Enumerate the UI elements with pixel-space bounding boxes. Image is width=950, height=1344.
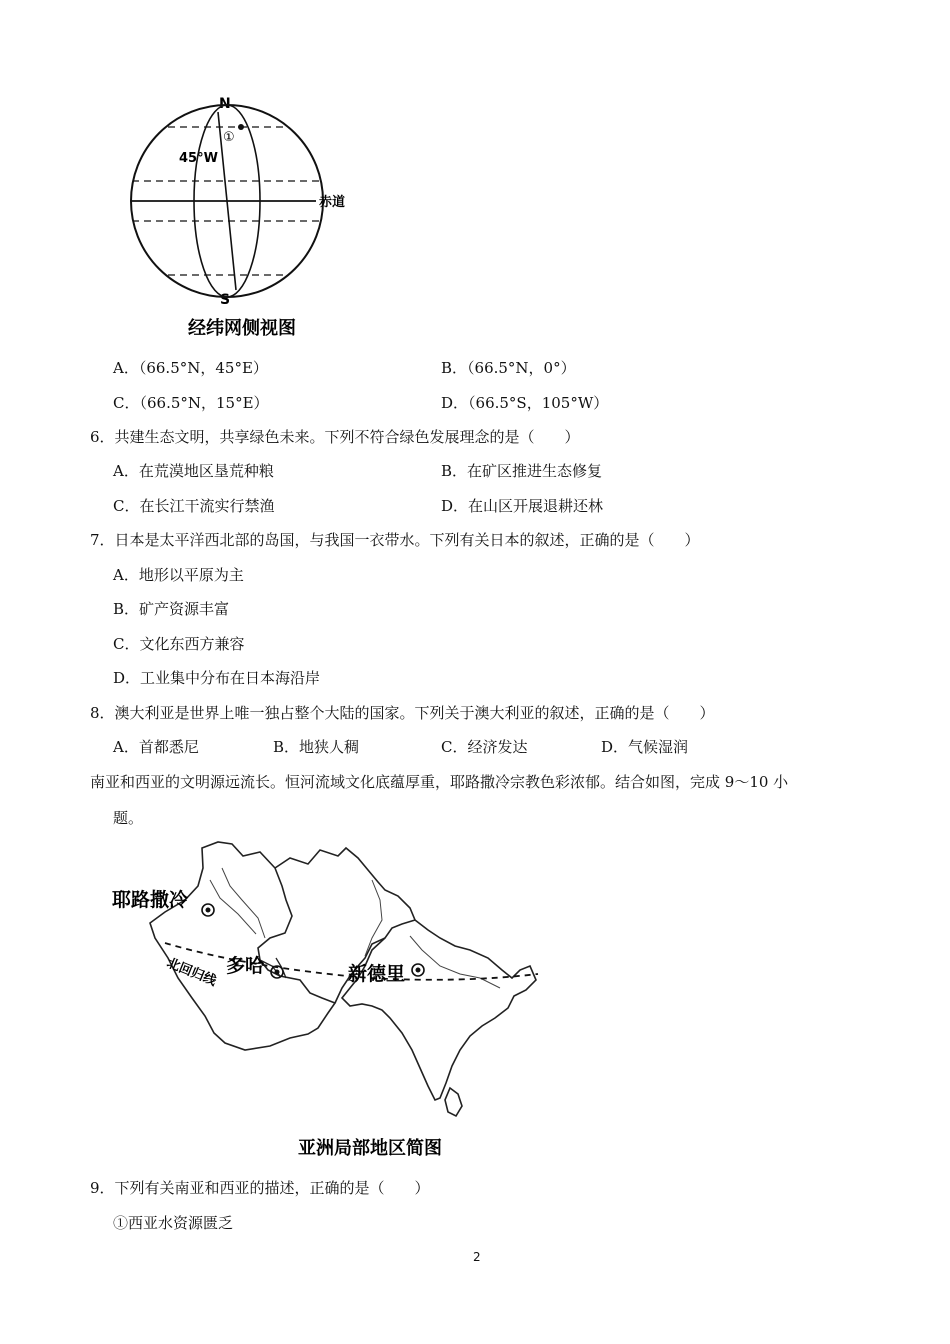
jerusalem-label: 耶路撒冷 (112, 889, 189, 911)
q8-stem: 8．澳大利亚是世界上唯一独占整个大陆的国家。下列关于澳大利亚的叙述，正确的是（ ） (90, 704, 715, 722)
meridian-label: 45°W (179, 151, 218, 166)
q8-option-a: A．首都悉尼 (113, 738, 199, 756)
point-label: ① (223, 130, 235, 145)
globe-north-label: N (219, 96, 231, 112)
intro-line-2: 题。 (113, 809, 144, 827)
q6-option-a: A．在荒漠地区垦荒种粮 (113, 462, 274, 480)
ganges-river (410, 936, 500, 988)
q6-option-d: D．在山区开展退耕还林 (441, 497, 604, 515)
doha-dot (275, 970, 280, 975)
map-figure (110, 838, 550, 1163)
q8-option-d: D．气候湿润 (601, 738, 689, 756)
q7-option-d: D．工业集中分布在日本海沿岸 (113, 669, 321, 687)
map-caption: 亚洲局部地区简图 (298, 1138, 442, 1159)
q6-option-c: C．在长江干流实行禁渔 (113, 497, 275, 515)
mesopotamia-rivers (210, 868, 265, 938)
q7-option-a: A．地形以平原为主 (113, 566, 244, 584)
jerusalem-dot (206, 908, 211, 913)
q7-stem: 7．日本是太平洋西北部的岛国，与我国一衣带水。下列有关日本的叙述，正确的是（ ） (90, 531, 700, 549)
indus-river (365, 880, 382, 956)
equator-label: 赤道 (319, 195, 346, 210)
page-number: 2 (473, 1250, 481, 1264)
q9-item-1: ①西亚水资源匮乏 (113, 1214, 234, 1232)
globe-south-label: S (220, 292, 231, 308)
q5-option-c: C．（66.5°N，15°E） (113, 394, 269, 412)
sri-lanka-outline (445, 1088, 462, 1116)
q7-option-b: B．矿产资源丰富 (113, 600, 230, 618)
q8-option-c: C．经济发达 (441, 738, 528, 756)
q6-option-b: B．在矿区推进生态修复 (441, 462, 603, 480)
intro-line-1: 南亚和西亚的文明源远流长。恒河流域文化底蕴厚重，耶路撒冷宗教色彩浓郁。结合如图，完成 9～10 小 (90, 773, 789, 791)
new-delhi-dot (416, 968, 421, 973)
q5-option-a: A．（66.5°N，45°E） (113, 359, 268, 377)
q5-option-d: D．（66.5°S，105°W） (441, 394, 609, 412)
tropic-label: 北回归线 (164, 955, 219, 990)
q6-stem: 6．共建生态文明，共享绿色未来。下列不符合绿色发展理念的是（ ） (90, 428, 580, 446)
globe-figure (120, 90, 360, 345)
q9-stem: 9．下列有关南亚和西亚的描述，正确的是（ ） (90, 1179, 430, 1197)
q7-option-c: C．文化东西方兼容 (113, 635, 245, 653)
q8-option-b: B．地狭人稠 (273, 738, 360, 756)
globe-caption: 经纬网侧视图 (188, 318, 296, 339)
new-delhi-label: 新德里 (348, 963, 406, 985)
doha-label: 多哈 (226, 955, 265, 977)
point-marker (238, 124, 244, 130)
q5-option-b: B．（66.5°N，0°） (441, 359, 576, 377)
